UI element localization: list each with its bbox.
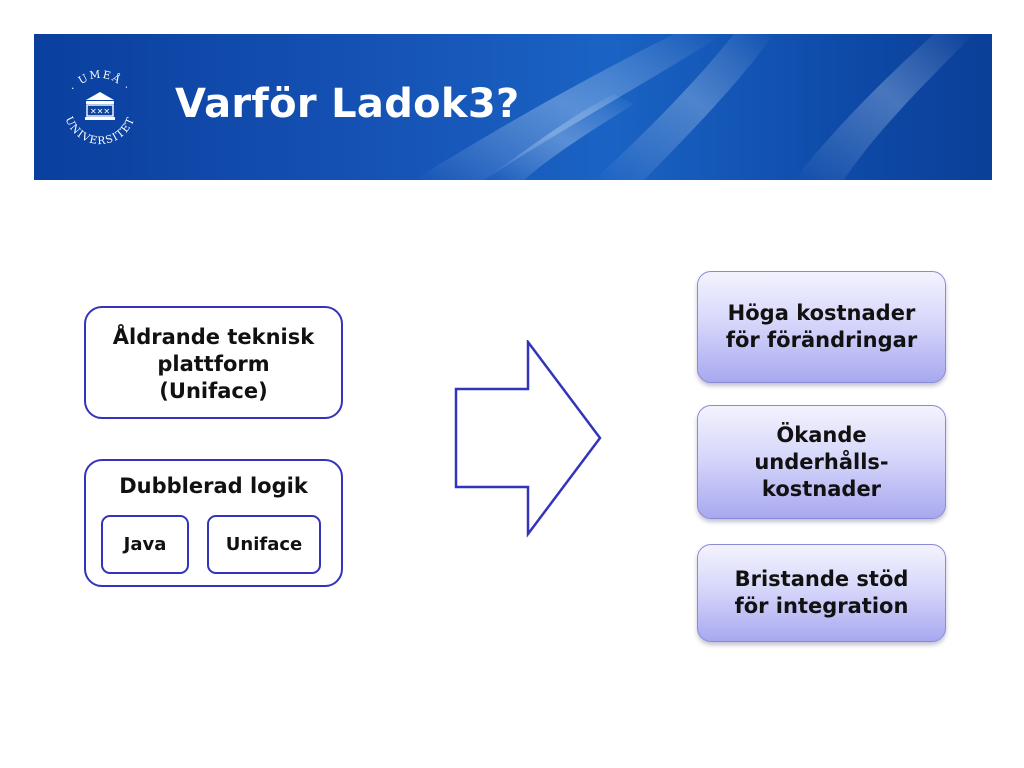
result-3-line-1: Bristande stöd [734, 567, 909, 591]
svg-text:UNIVERSITET: UNIVERSITET [62, 114, 138, 148]
result-2-line-2: underhålls- [754, 449, 889, 474]
university-logo [56, 64, 144, 152]
building-icon [85, 92, 115, 120]
right-arrow-icon [450, 340, 605, 540]
result-high-costs [697, 271, 946, 383]
platform-line-3: (Uniface) [159, 379, 268, 403]
page-title: Varför Ladok3? [175, 81, 520, 127]
result-1-line-1: Höga kostnader [727, 301, 916, 325]
result-2-line-3: kostnader [761, 476, 882, 501]
platform-line-2: plattform [157, 352, 270, 376]
result-maintenance-costs [697, 405, 946, 519]
result-1-line-2: för förändringar [725, 328, 918, 352]
logic-title: Dubblerad logik [119, 474, 308, 498]
svg-text:✕✕✕: ✕✕✕ [89, 107, 111, 116]
svg-text:· UMEÅ ·: · UMEÅ · [67, 68, 133, 94]
platform-box [84, 306, 343, 419]
result-2-line-1: Ökande [776, 422, 867, 447]
platform-line-1: Åldrande teknisk [112, 325, 315, 349]
logic-box [84, 459, 343, 587]
uniface-box: Uniface [207, 515, 321, 574]
java-box: Java [101, 515, 189, 574]
header-banner [34, 34, 992, 180]
result-integration-support [697, 544, 946, 642]
result-3-line-2: för integration [734, 594, 909, 618]
